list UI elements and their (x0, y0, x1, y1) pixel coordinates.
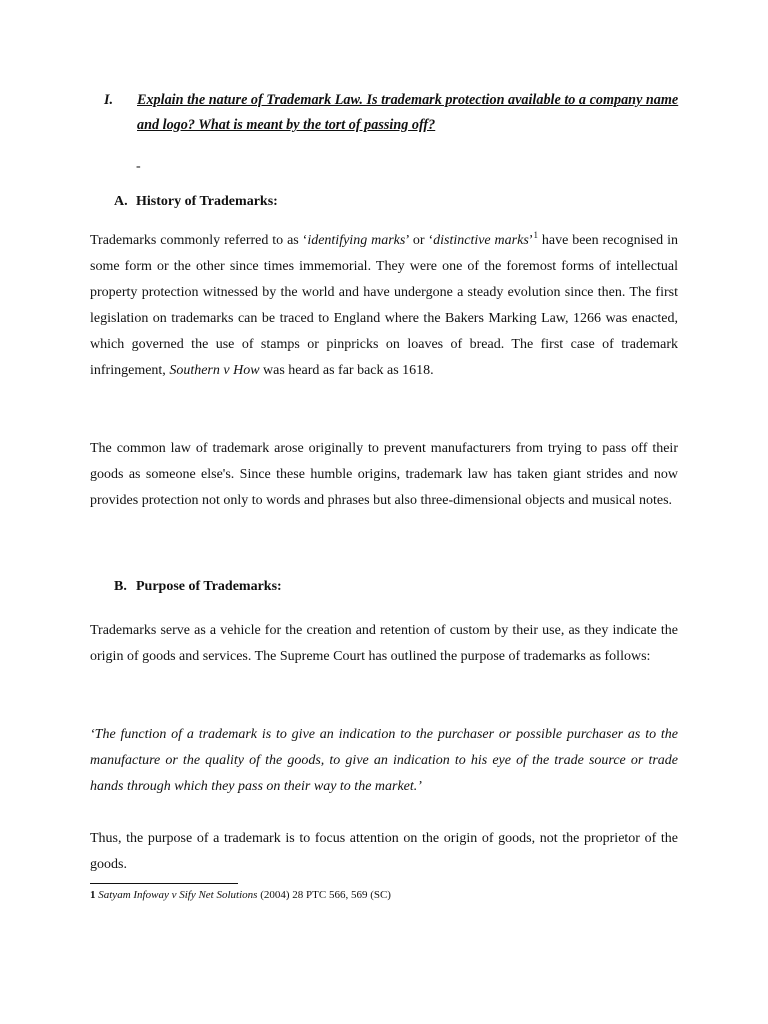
paragraph-conclusion: Thus, the purpose of a trademark is to focus attention on the origin of goods, not the proprietor of the goods. (90, 831, 678, 872)
section-heading-purpose (114, 577, 282, 597)
section-title: History of Trademarks: (136, 194, 278, 209)
case-name: Southern v How (169, 363, 260, 378)
footnote-reference: 1 (533, 230, 538, 240)
section-letter: A. (114, 194, 128, 209)
footnote-separator (90, 883, 238, 884)
text-run: have been recognised in some form or the other since times immemorial. They were one of the foremost forms of intellectual property protection witnessed by the world and have undergone a steady evolution since then. The first legislation on trademarks can be traced to England where the Bakers Marking Law, 1266 was enacted, which governed the use of stamps or pinpricks on loaves of bread. The first case of trademark infringement, (90, 233, 678, 378)
footnote-citation: (2004) 28 PTC 566, 569 (SC) (257, 889, 391, 901)
paragraph-common-law: The common law of trademark arose originally to prevent manufacturers from trying to pass off their goods as someone else's. Since these humble origins, trademark law has taken giant strides and now provides protection not only to words and phrases but also three-dimensional objects and musical notes. (90, 441, 678, 508)
section-title: Purpose of Trademarks: (136, 579, 282, 594)
text-run: Trademarks commonly referred to as ‘ (90, 233, 308, 248)
section-heading-history (114, 192, 278, 212)
text-run: was heard as far back as 1618. (259, 363, 434, 378)
text-run: ’ or ‘ (405, 233, 434, 248)
question-block (100, 88, 680, 138)
question-text: Explain the nature of Trademark Law. Is trademark protection available to a company name and logo? What is meant by the tort of passing off? (137, 92, 679, 133)
footnote-case-name: Satyam Infoway v Sify Net Solutions (98, 889, 258, 901)
footnote (90, 887, 391, 903)
dash-marker: - (136, 159, 141, 174)
section-letter: B. (114, 579, 127, 594)
term-identifying-marks: identifying marks (307, 233, 406, 248)
footnote-number: 1 (90, 889, 96, 901)
block-quote: ‘The function of a trademark is to give an indication to the purchaser or possible purchaser as to the manufacture or the quality of the goods, to give an indication to his eye of the trade source or trade hands through which they pass on their way to the market.’ (90, 727, 678, 794)
term-distinctive-marks: distinctive marks (433, 233, 529, 248)
question-number: I. (104, 92, 114, 108)
text-run: ’ (528, 233, 534, 248)
paragraph-purpose: Trademarks serve as a vehicle for the creation and retention of custom by their use, as they indicate the origin of goods and services. The Supreme Court has outlined the purpose of trademarks as follows: (90, 623, 678, 664)
paragraph-history (90, 228, 678, 384)
